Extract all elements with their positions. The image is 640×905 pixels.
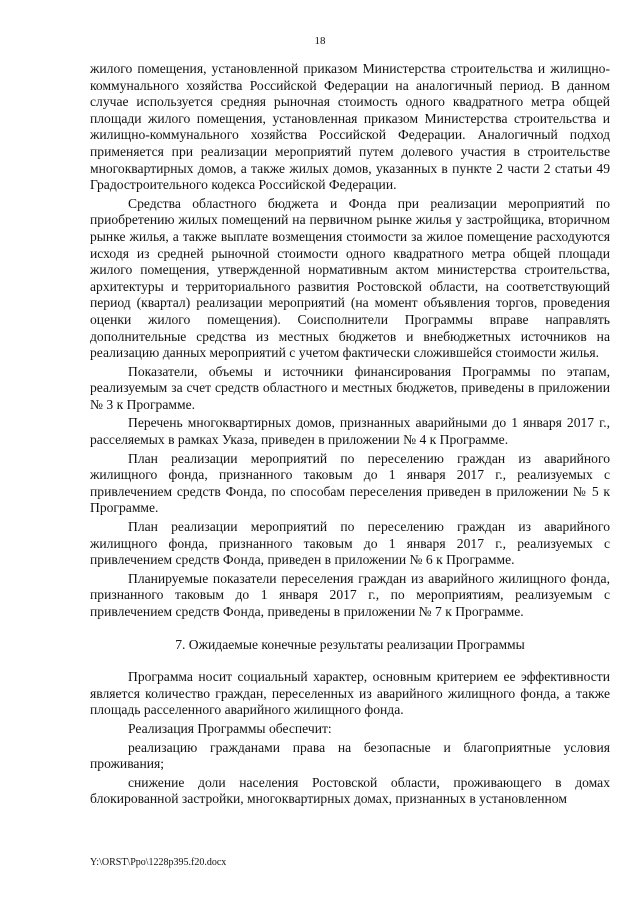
- document-body: [90, 61, 610, 810]
- file-path-footer: Y:\ORST\Ppo\1228p395.f20.docx: [90, 857, 227, 868]
- section-heading: 7. Ожидаемые конечные результаты реализации Программы: [175, 636, 525, 652]
- paragraph-continuation: жилого помещения, установленной приказом Министерства строительства и жилищно-коммунального хозяйства Российской Федерации на аналогичный период. В данном случае используется средняя рыночная стоимость одного квадратного метра общей площади жилого помещения, установленная приказом Министерства строительства и жилищно-коммунального хозяйства Российской Федерации. Аналогичный подход применяется при реализации мероприятий путем долевого участия в строительстве многоквартирных домов, а также жилых домов, указанных в пункте 2 части 2 статьи 49 Градостроительного кодекса Российской Федерации.: [90, 61, 610, 193]
- paragraph-social-character: Программа носит социальный характер, основным критерием ее эффективности является количество граждан, переселенных из аварийного жилищного фонда, а также площадь расселенного аварийного жилищного фонда.: [90, 669, 610, 718]
- paragraph-plan-fund: План реализации мероприятий по переселению граждан из аварийного жилищного фонда, признанного таковым до 1 января 2017 г., реализуемых с привлечением средств Фонда, приведен в приложении № 6 к Программе.: [90, 519, 610, 568]
- paragraph-population-share: снижение доли населения Ростовской области, проживающего в домах блокированной застройки, многоквартирных домах, признанных в установленном: [90, 774, 610, 807]
- paragraph-budget-funds: Средства областного бюджета и Фонда при реализации мероприятий по приобретению жилых помещений на первичном рынке жилья у застройщика, вторичном рынке жилья, а также выплате возмещения стоимости за жилое помещение расходуются исходя из средней рыночной стоимости одного квадратного метра общей площади жилого помещения, утвержденной нормативным актом министерства строительства, архитектуры и территориального развития Ростовской области, на соответствующий период (квартал) реализации мероприятий (на момент объявления торгов, проведения оценки жилого помещения). Соисполнители Программы вправе направлять дополнительные средства из местных бюджетов и внебюджетных источников на реализацию данных мероприятий с учетом фактически сложившейся стоимости жилья.: [90, 195, 610, 361]
- paragraph-indicators: Показатели, объемы и источники финансирования Программы по этапам, реализуемым за счет средств областного и местных бюджетов, приведены в приложении № 3 к Программе.: [90, 363, 610, 412]
- paragraph-plan-methods: План реализации мероприятий по переселению граждан из аварийного жилищного фонда, признанного таковым до 1 января 2017 г., реализуемых с привлечением средств Фонда, по способам переселения приведен в приложении № 5 к Программе.: [90, 450, 610, 516]
- paragraph-implementation-intro: Реализация Программы обеспечит:: [128, 720, 332, 736]
- paragraph-housing-rights: реализацию гражданами права на безопасные и благоприятные условия проживания;: [90, 739, 610, 772]
- page-number: 18: [314, 35, 326, 47]
- paragraph-planned-indicators: Планируемые показатели переселения граждан из аварийного жилищного фонда, признанного таковым до 1 января 2017 г., по мероприятиям, реализуемым с привлечением средств Фонда, приведены в приложении № 7 к Программе.: [90, 570, 610, 619]
- paragraph-building-list: Перечень многоквартирных домов, признанных аварийными до 1 января 2017 г., расселяемых в рамках Указа, приведен в приложении № 4 к Программе.: [90, 415, 610, 448]
